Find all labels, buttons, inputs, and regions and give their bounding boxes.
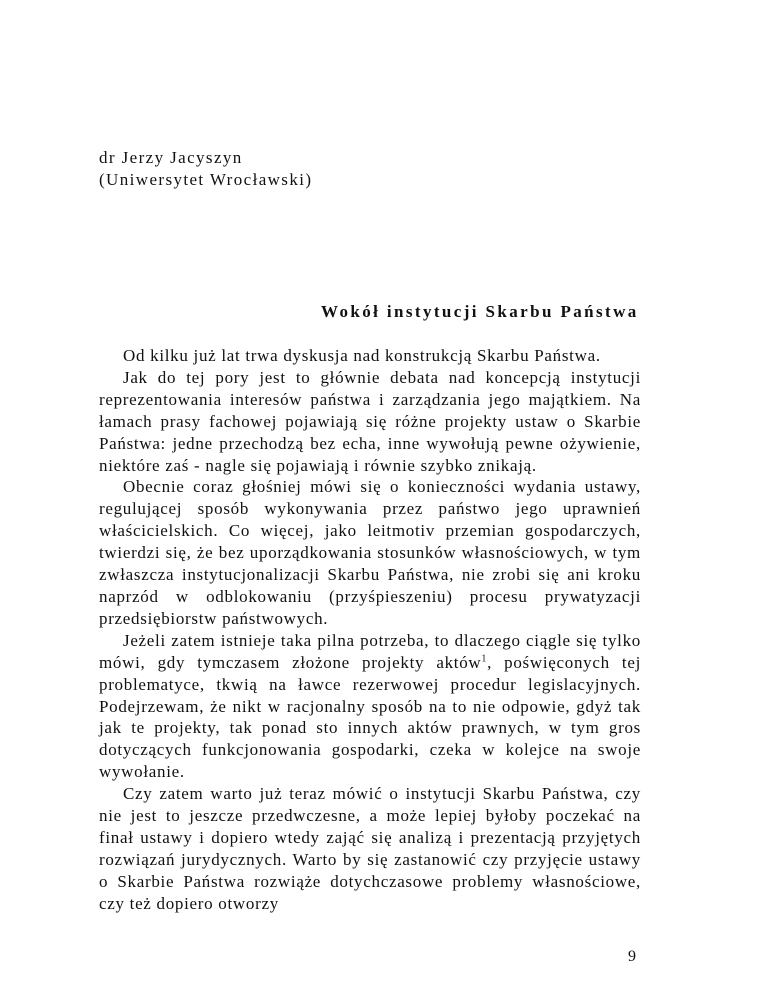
article-title: Wokół instytucji Skarbu Państwa [321, 302, 639, 321]
footnote-reference[interactable]: 1 [481, 653, 488, 665]
paragraph-1: Od kilku już lat trwa dyskusja nad konstrukcją Skarbu Państwa. [123, 346, 601, 365]
author-name: dr Jerzy Jacyszyn [99, 148, 243, 167]
author-affiliation: (Uniwersytet Wrocławski) [99, 170, 313, 189]
author-block [99, 147, 312, 191]
paragraph-3: Obecnie coraz głośniej mówi się o konieczności wydania ustawy, regulującej sposób wykonywania przez państwo jego uprawnień właścicielskich. Co więcej, jako leitmotiv przemian gospodarczych, twierdzi się, że bez uporządkowania stosunków własnościowych, w tym zwłaszcza instytucjonalizacji Skarbu Państwa, nie zrobi się ani kroku naprzód w odblokowaniu (przyśpieszeniu) procesu prywatyzacji przedsiębiorstw państwowych. [99, 477, 641, 628]
paragraph-4-text-after: , poświęconych tej problematyce, tkwią na ławce rezerwowej procedur legislacyjnych. Podejrzewam, że nikt w racjonalny sposób na to nie odpowie, gdyż tak jak te projekty, tak ponad sto innych aktów prawnych, w tym gros dotyczących funkcjonowania gospodarki, czeka w kolejce na swoje wywołanie. [99, 652, 642, 782]
paragraph-2: Jak do tej pory jest to głównie debata nad koncepcją instytucji reprezentowania interesów państwa i zarządzania jego majątkiem. Na łamach prasy fachowej pojawiają się różne projekty ustaw o Skarbie Państwa: jedne przechodzą bez echa, inne wywołują pewne ożywienie, niektóre zaś - nagle się pojawiają i równie szybko znikają. [99, 367, 641, 475]
article-body [99, 345, 641, 915]
paragraph-4 [99, 630, 641, 783]
paragraph-5: Czy zatem warto już teraz mówić o instytucji Skarbu Państwa, czy nie jest to jeszcze przedwczesne, a może lepiej byłoby poczekać na finał ustawy i dopiero wtedy zająć się analizą i prezentacją przyjętych rozwiązań jurydycznych. Warto by się zastanowić czy przyjęcie ustawy o Skarbie Państwa rozwiąże dotychczasowe problemy własnościowe, czy też dopiero otworzy [99, 784, 641, 913]
page-number: 9 [628, 948, 636, 965]
paragraph-4-text-before: Jeżeli zatem istnieje taka pilna potrzeba, to dlaczego ciągle się tylko mówi, gdy tymczasem złożone projekty aktów [99, 630, 641, 672]
